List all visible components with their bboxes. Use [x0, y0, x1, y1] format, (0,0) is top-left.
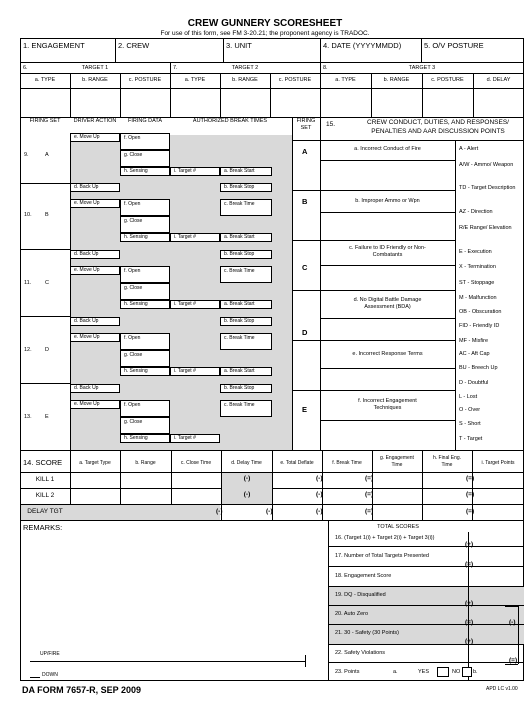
- right-set-a: A: [302, 147, 308, 156]
- t3-type: a. TYPE: [335, 77, 356, 83]
- set-e-break-time[interactable]: c. Break Time: [220, 400, 272, 417]
- points-b-label: b.: [473, 669, 478, 675]
- target-2-header: TARGET 2: [231, 65, 259, 71]
- t3-range: b. RANGE: [383, 77, 410, 83]
- set-c-back-up[interactable]: d. Back Up: [70, 250, 120, 259]
- kill-1-delay-minus: (-): [243, 475, 251, 482]
- kill-1-break-equals: (=): [365, 475, 374, 482]
- code-lost: L - Lost: [459, 394, 478, 400]
- t1-range: b. RANGE: [82, 77, 108, 83]
- kill-1-label: KILL 1: [35, 476, 55, 483]
- set-a-break-start[interactable]: a. Break Start: [220, 167, 272, 176]
- score-label: 14. SCORE: [23, 458, 63, 467]
- kill-2-delay-minus: (-): [243, 491, 251, 498]
- conduct-header: CREW CONDUCT, DUTIES, AND RESPONSES/ PENALTIES AND AAR DISCUSSION POINTS: [367, 119, 509, 135]
- delay-tgt-label: DELAY TGT: [27, 508, 63, 515]
- set-d-break-time[interactable]: c. Break Time: [220, 333, 272, 350]
- form-title: CREW GUNNERY SCORESHEET: [187, 18, 343, 29]
- score-col-close-time: c. Close Time: [180, 460, 212, 466]
- set-a-target-number[interactable]: i. Target #: [170, 167, 220, 176]
- total-16-label: 16. (Target 1(i) + Target 2(i) + Target 3(i)): [335, 535, 435, 541]
- set-b-back-up[interactable]: d. Back Up: [70, 183, 120, 192]
- total-bracket-line: [518, 606, 519, 664]
- set-c-close[interactable]: g. Close: [120, 283, 170, 300]
- break-times-header: AUTHORIZED BREAK TIMES: [192, 118, 268, 124]
- set-e-back-up[interactable]: d. Back Up: [70, 384, 120, 393]
- points-no-label: NO: [452, 669, 461, 675]
- set-c-number: 11.: [24, 280, 32, 286]
- set-a-close[interactable]: g. Close: [120, 150, 170, 167]
- set-e-open[interactable]: f. Open: [120, 400, 170, 417]
- score-col-total-deflate: e. Total Deflate: [280, 460, 314, 466]
- t3-posture: c. POSTURE: [431, 77, 464, 83]
- kill-2-final-equals: (=): [466, 491, 475, 498]
- set-d-number: 12.: [24, 347, 32, 353]
- t1-posture: c. POSTURE: [128, 77, 162, 83]
- conduct-item-a: a. Incorrect Conduct of Fire: [354, 146, 421, 152]
- score-col-target-points: i. Target Points: [481, 460, 515, 466]
- set-d-sensing[interactable]: h. Sensing: [120, 367, 170, 376]
- set-d-open[interactable]: f. Open: [120, 333, 170, 350]
- delay-close-minus: (-): [216, 508, 223, 515]
- total-18-label: 18. Engagement Score: [335, 573, 392, 579]
- set-e-letter: E: [45, 414, 49, 420]
- date-field[interactable]: 4. DATE (YYYYMMDD): [323, 41, 402, 50]
- right-set-d: D: [302, 328, 308, 337]
- up-fire-label: UP/FIRE: [40, 651, 60, 657]
- set-b-break-stop[interactable]: b. Break Stop: [220, 183, 272, 192]
- set-b-break-time[interactable]: c. Break Time: [220, 199, 272, 216]
- code-obscuration: OB - Obscuration: [459, 309, 502, 315]
- points-a-label: a.: [393, 669, 398, 675]
- set-b-move-up[interactable]: e. Move Up: [70, 199, 120, 208]
- delay-break-equals: (=): [365, 508, 374, 515]
- points-yes-checkbox[interactable]: [437, 667, 449, 677]
- target-1-header: TARGET 1: [81, 65, 109, 71]
- points-no-checkbox[interactable]: [462, 667, 472, 677]
- set-c-sensing[interactable]: h. Sensing: [120, 300, 170, 309]
- total-20-label: 20. Auto Zero: [335, 611, 369, 617]
- firing-set-header: FIRING SET: [29, 118, 61, 124]
- right-set-b: B: [302, 197, 308, 206]
- total-21-plus: (+): [465, 638, 474, 645]
- set-d-break-stop[interactable]: b. Break Stop: [220, 317, 272, 326]
- set-e-target-number[interactable]: i. Target #: [170, 434, 220, 443]
- set-d-move-up[interactable]: e. Move Up: [70, 333, 120, 342]
- set-a-number: 9.: [24, 152, 29, 158]
- score-col-target-type: a. Target Type: [79, 460, 111, 466]
- set-c-target-number[interactable]: i. Target #: [170, 300, 220, 309]
- down-label: DOWN: [42, 672, 58, 678]
- total-23-label: 23. Points: [335, 669, 360, 675]
- remarks-label: REMARKS:: [23, 523, 63, 532]
- code-misfire: MF - Misfire: [459, 338, 489, 344]
- total-side-minus: (-): [509, 619, 516, 626]
- t3-delay: d. DELAY: [486, 77, 511, 83]
- conduct-item-c: c. Failure to ID Friendly or Non-Combatants: [349, 245, 426, 258]
- set-b-number: 10.: [24, 212, 32, 218]
- code-range-elevation: R/E Range/ Elevation: [459, 225, 512, 231]
- code-direction: AZ - Direction: [459, 209, 493, 215]
- set-a-letter: A: [45, 152, 49, 158]
- conduct-item-b: b. Improper Ammo or Wpn: [355, 198, 420, 204]
- set-c-break-start[interactable]: a. Break Start: [220, 300, 272, 309]
- set-d-back-up[interactable]: d. Back Up: [70, 317, 120, 326]
- code-doubtful: D - Doubtful: [459, 380, 489, 386]
- code-friendly-id: FID - Friendly ID: [459, 323, 500, 329]
- set-c-break-stop[interactable]: b. Break Stop: [220, 250, 272, 259]
- set-e-break-stop[interactable]: b. Break Stop: [220, 384, 272, 393]
- target-3-header: TARGET 3: [408, 65, 436, 71]
- t2-type: a. TYPE: [184, 77, 206, 83]
- code-alert: A - Alert: [459, 146, 479, 152]
- t1-type: a. TYPE: [34, 77, 56, 83]
- score-col-break-time: f. Break Time: [332, 460, 362, 466]
- total-21-label: 21. 30 - Safety (30 Points): [335, 630, 399, 636]
- ov-posture-field[interactable]: 5. O/V POSTURE: [424, 41, 484, 50]
- t2-posture: c. POSTURE: [278, 77, 312, 83]
- score-col-engagement-time: g. Engagement Time: [380, 455, 414, 468]
- code-target-description: TD - Target Description: [459, 185, 516, 191]
- code-termination: X - Termination: [459, 264, 496, 270]
- total-22-label: 22. Safety Violations: [335, 650, 386, 656]
- form-number: DA FORM 7657-R, SEP 2009: [22, 685, 142, 695]
- engagement-field[interactable]: 1. ENGAGEMENT: [23, 41, 85, 50]
- set-b-close[interactable]: g. Close: [120, 216, 170, 233]
- set-b-break-start[interactable]: a. Break Start: [220, 233, 272, 242]
- code-over: O - Over: [459, 407, 481, 413]
- remarks-area[interactable]: [22, 533, 318, 677]
- code-breech-up: BU - Breech Up: [459, 365, 498, 371]
- code-malfunction: M - Malfunction: [459, 295, 497, 301]
- target-2-number: 7.: [173, 65, 178, 71]
- set-e-number: 13.: [24, 414, 32, 420]
- right-set-e: E: [302, 405, 308, 414]
- total-16-plus: (+): [465, 541, 474, 548]
- set-c-letter: C: [45, 280, 49, 286]
- total-scores-title: TOTAL SCORES: [377, 524, 419, 530]
- total-19-plus: (+): [465, 600, 474, 607]
- section-15-number: 15.: [326, 121, 336, 128]
- t2-range: b. RANGE: [232, 77, 258, 83]
- set-a-move-up[interactable]: e. Move Up: [70, 133, 120, 142]
- delay-delay-minus: (-): [266, 508, 273, 515]
- right-set-c: C: [302, 263, 308, 272]
- set-e-move-up[interactable]: e. Move Up: [70, 400, 120, 409]
- code-execution: E - Execution: [459, 249, 492, 255]
- set-b-target-number[interactable]: i. Target #: [170, 233, 220, 242]
- set-e-sensing[interactable]: h. Sensing: [120, 434, 170, 443]
- code-short: S - Short: [459, 421, 481, 427]
- total-20-equals: (=): [465, 619, 474, 626]
- code-stoppage: ST - Stoppage: [459, 280, 495, 286]
- total-19-label: 19. DQ - Disqualified: [335, 592, 386, 598]
- set-a-sensing[interactable]: h. Sensing: [120, 167, 170, 176]
- target-1-number: 6.: [23, 65, 28, 71]
- conduct-item-d: d. No Digital Battle Damage Assessment (BDA): [353, 297, 422, 310]
- kill-2-break-equals: (=): [365, 491, 374, 498]
- set-d-target-number[interactable]: i. Target #: [170, 367, 220, 376]
- set-c-open[interactable]: f. Open: [120, 266, 170, 283]
- set-e-close[interactable]: g. Close: [120, 417, 170, 434]
- set-b-open[interactable]: f. Open: [120, 199, 170, 216]
- driver-action-header: DRIVER ACTION: [73, 118, 117, 124]
- total-17-equals: (=): [465, 561, 474, 568]
- set-b-letter: B: [45, 212, 49, 218]
- firing-set-right-header: FIRING SET: [296, 118, 316, 131]
- form-subtitle: For use of this form, see FM 3-20.21; the proponent agency is TRADOC.: [160, 30, 370, 37]
- crew-field[interactable]: 2. CREW: [118, 41, 150, 50]
- set-b-sensing[interactable]: h. Sensing: [120, 233, 170, 242]
- target-3-number: 8.: [323, 65, 328, 71]
- conduct-item-e: e. Incorrect Response Terms: [352, 351, 423, 357]
- firing-data-header: FIRING DATA: [127, 118, 163, 124]
- code-target: T - Target: [459, 436, 483, 442]
- code-ammo-weapon: A/W - Ammo/ Weapon: [459, 162, 514, 168]
- total-17-label: 17. Number of Total Targets Presented: [335, 553, 429, 559]
- set-d-close[interactable]: g. Close: [120, 350, 170, 367]
- score-col-final-eng-time: h. Final Eng. Time: [432, 455, 462, 468]
- code-aft-cap: AC - Aft Cap: [459, 351, 490, 357]
- kill-1-final-equals: (=): [466, 475, 475, 482]
- set-c-break-time[interactable]: c. Break Time: [220, 266, 272, 283]
- set-d-break-start[interactable]: a. Break Start: [220, 367, 272, 376]
- unit-field[interactable]: 3. UNIT: [226, 41, 252, 50]
- kill-2-label: KILL 2: [35, 492, 55, 499]
- set-a-open[interactable]: f. Open: [120, 133, 170, 150]
- score-col-delay-time: d. Delay Time: [231, 460, 262, 466]
- set-d-letter: D: [45, 347, 49, 353]
- score-col-range: b. Range: [135, 460, 156, 466]
- kill-2-deflate-minus: (-): [316, 491, 323, 498]
- up-fire-line: [30, 661, 305, 662]
- set-c-move-up[interactable]: e. Move Up: [70, 266, 120, 275]
- delay-final-equals: (=): [466, 508, 475, 515]
- conduct-item-f: f. Incorrect Engagement Techniques: [358, 398, 417, 411]
- total-side-equals: (=): [509, 657, 518, 664]
- kill-1-deflate-minus: (-): [316, 475, 323, 482]
- delay-deflate-minus: (-): [316, 508, 323, 515]
- points-yes-label: YES: [418, 669, 430, 675]
- form-version: APD LC v1.00: [486, 686, 518, 692]
